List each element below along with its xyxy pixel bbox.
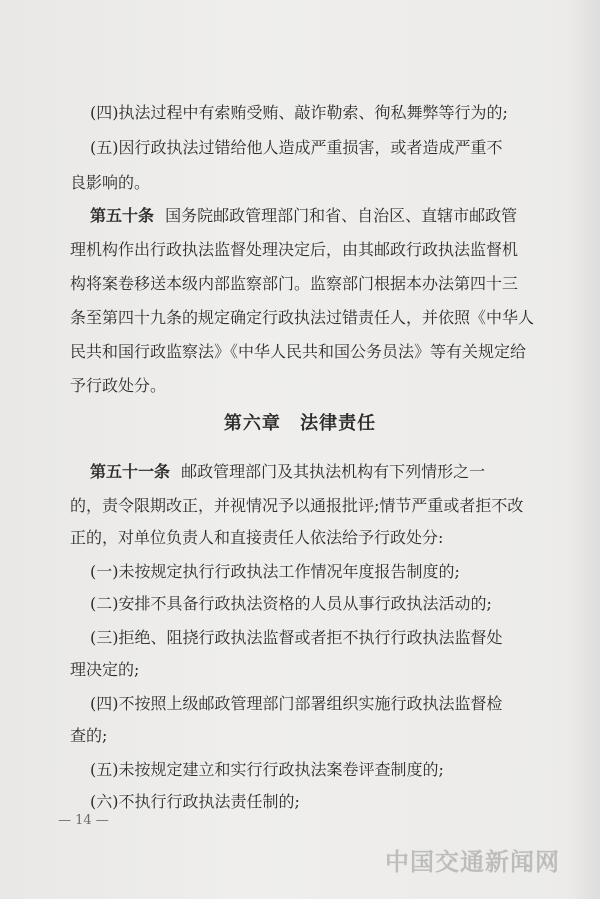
text-line: 良影响的。 xyxy=(70,173,151,192)
text-line: 正的，对单位负责人和直接责任人依法给予行政处分: xyxy=(70,528,444,547)
page-fold-shadow xyxy=(566,0,600,899)
text-line: 的，责令限期改正，并视情况予以通报批评;情节严重或者拒不改 xyxy=(70,496,524,515)
text-line: 民共和国行政监察法》《中华人民共和国公务员法》等有关规定给 xyxy=(70,342,527,361)
text-line: (四)不按照上级邮政管理部门部署组织实施行政执法监督检 xyxy=(90,694,503,713)
chapter-heading xyxy=(0,413,600,435)
text-line: 查的; xyxy=(70,726,108,745)
article-51-text: 邮政管理部门及其执法机构有下列情形之一 xyxy=(181,462,486,481)
text-line: (二)安排不具备行政执法资格的人员从事行政执法活动的; xyxy=(90,594,492,613)
text-line: (五)未按规定建立和实行行政执法案卷评查制度的; xyxy=(90,760,444,779)
watermark-text: 中国交通新闻网 xyxy=(385,848,560,876)
page-number: — 14 — xyxy=(58,813,109,828)
text-line: 理机构作出行政执法监督处理决定后，由其邮政行政执法监督机 xyxy=(70,240,519,259)
chapter-number: 第六章 xyxy=(223,413,281,434)
article-51-first-line xyxy=(90,462,570,482)
article-50-label: 第五十条 xyxy=(90,206,155,225)
text-line: (五)因行政执法过错给他人造成严重损害，或者造成严重不 xyxy=(90,138,503,157)
text-line: (三)拒绝、阻挠行政执法监督或者拒不执行行政执法监督处 xyxy=(90,628,503,647)
article-51-label: 第五十一条 xyxy=(90,462,171,481)
article-50-first-line xyxy=(90,206,570,226)
text-line: 构将案卷移送本级内部监察部门。监察部门根据本办法第四十三 xyxy=(70,274,519,293)
text-line: 条至第四十九条的规定确定行政执法过错责任人，并依照《中华人 xyxy=(70,308,535,327)
text-line: (四)执法过程中有索贿受贿、敲诈勒索、徇私舞弊等行为的; xyxy=(90,103,508,122)
text-line: (六)不执行行政执法责任制的; xyxy=(90,792,300,811)
article-50-text: 国务院邮政管理部门和省、自治区、直辖市邮政管 xyxy=(165,206,518,225)
text-line: (一)未按规定执行行政执法工作情况年度报告制度的; xyxy=(90,562,460,581)
text-line: 理决定的; xyxy=(70,660,140,679)
chapter-title: 法律责任 xyxy=(300,413,377,434)
text-line: 予行政处分。 xyxy=(70,376,167,395)
